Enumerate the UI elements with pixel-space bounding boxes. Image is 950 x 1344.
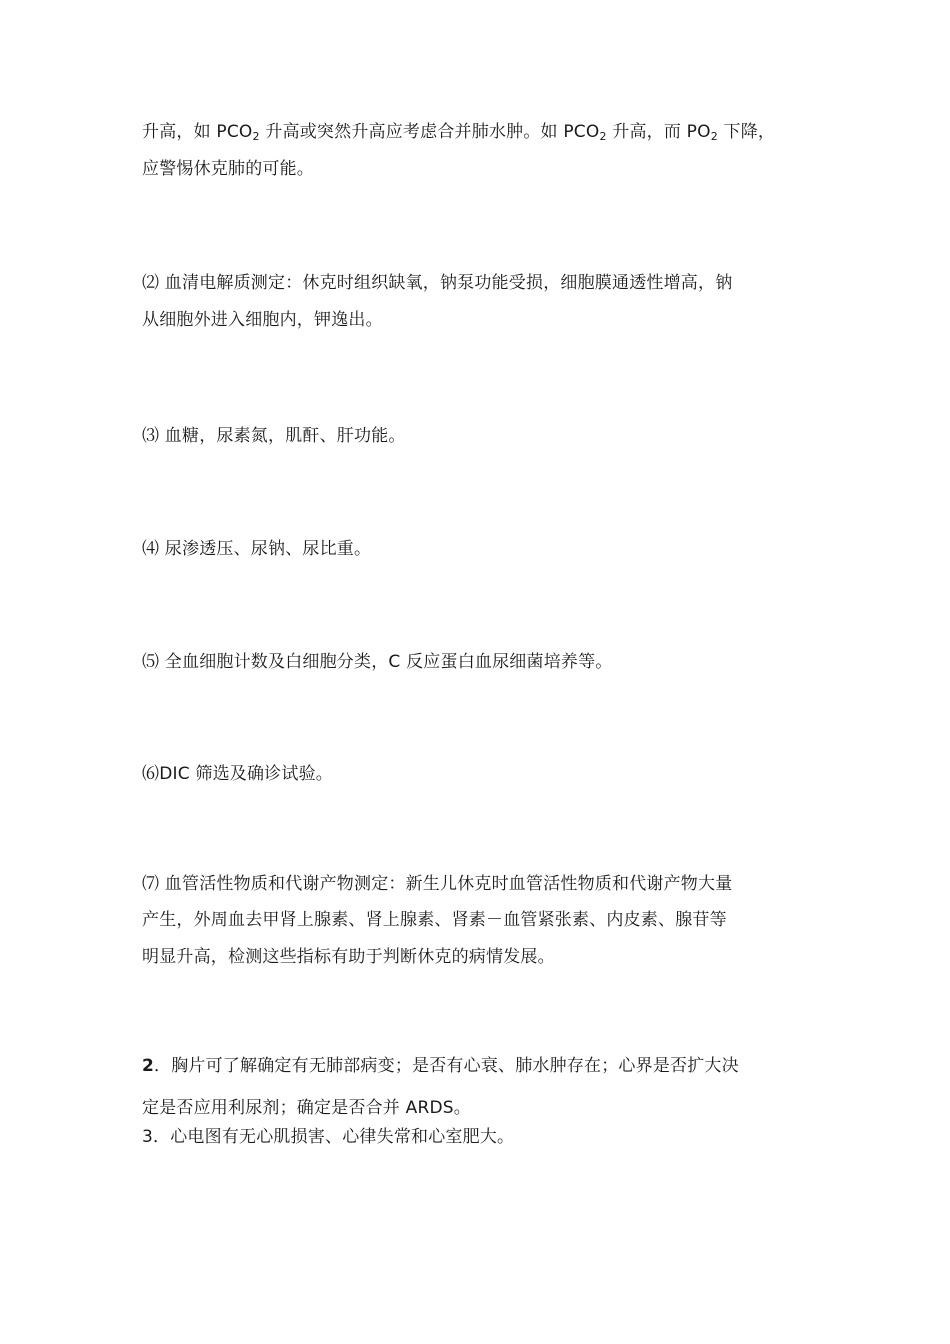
paragraph-line bbox=[142, 120, 775, 144]
formula-po2: PO bbox=[686, 122, 711, 142]
paragraph-line: 应警惕休克肺的可能。 bbox=[142, 159, 314, 179]
text-run: 定是否应用利尿剂；确定是否合并 bbox=[142, 1098, 406, 1118]
text-run: C bbox=[388, 652, 401, 672]
section-line bbox=[142, 1054, 739, 1078]
text-run: DIC bbox=[159, 764, 190, 784]
section-number: 3 bbox=[142, 1127, 154, 1147]
text-run: 反应蛋白血尿细菌培养等。 bbox=[400, 652, 613, 672]
text-run: ．胸片可了解确定有无肺部病变；是否有心衰、肺水肿存在；心界是否扩大决 bbox=[154, 1056, 739, 1076]
text-run: 升高，如 bbox=[142, 122, 217, 142]
text-run: ARDS bbox=[405, 1098, 454, 1118]
text-run: ⑸ 全血细胞计数及白细胞分类， bbox=[142, 652, 389, 672]
list-item-line: 明显升高，检测这些指标有助于判断休克的病情发展。 bbox=[142, 947, 555, 967]
list-item-line bbox=[142, 762, 333, 786]
list-item-line bbox=[142, 650, 613, 674]
subscript: 2 bbox=[710, 130, 718, 143]
section-line bbox=[142, 1096, 471, 1120]
text-run: 下降， bbox=[717, 122, 776, 142]
section-line bbox=[142, 1125, 514, 1149]
text-run: 。 bbox=[453, 1098, 471, 1118]
list-item-line: ⑷ 尿渗透压、尿钠、尿比重。 bbox=[142, 539, 372, 559]
section-number: 2 bbox=[142, 1056, 155, 1076]
list-item-line: 产生，外周血去甲肾上腺素、肾上腺素、肾素－血管紧张素、内皮素、腺苷等 bbox=[142, 910, 727, 930]
text-run: 升高，而 bbox=[606, 122, 687, 142]
text-run: ⑹ bbox=[142, 764, 160, 784]
subscript: 2 bbox=[599, 130, 607, 143]
text-run: 筛选及确诊试验。 bbox=[189, 764, 333, 784]
list-item-line: ⑶ 血糖，尿素氮，肌酐、肝功能。 bbox=[142, 426, 406, 446]
subscript: 2 bbox=[252, 130, 260, 143]
text-run: 升高或突然升高应考虑合并肺水肿。如 bbox=[259, 122, 564, 142]
text-run: ．心电图有无心肌损害、心律失常和心室肥大。 bbox=[153, 1127, 515, 1147]
formula-pco2: PCO bbox=[216, 122, 253, 142]
list-item-line: ⑺ 血管活性物质和代谢产物测定：新生儿休克时血管活性物质和代谢产物大量 bbox=[142, 874, 733, 894]
list-item-line: 从细胞外进入细胞内，钾逸出。 bbox=[142, 310, 383, 330]
list-item-line: ⑵ 血清电解质测定：休克时组织缺氧，钠泵功能受损，细胞膜通透性增高，钠 bbox=[142, 273, 733, 293]
formula-pco2: PCO bbox=[563, 122, 600, 142]
